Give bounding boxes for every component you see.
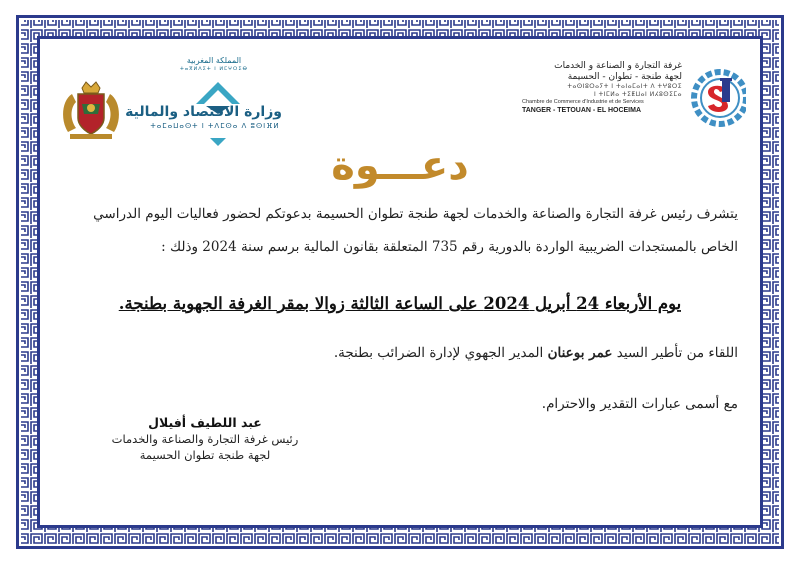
chamber-name-fr: Chambre de Commerce d'Industrie et de Services	[522, 99, 644, 105]
signatory-name: عبد اللطيف أفيلال	[148, 415, 262, 430]
signatory-title-1: رئيس غرفة التجارة والصناعة والخدمات	[111, 432, 299, 446]
ministry-name-block	[125, 104, 282, 131]
coat-of-arms-emblem	[58, 80, 124, 140]
moderation-suffix: المدير الجهوي لإدارة الضرائب بطنجة.	[333, 345, 544, 361]
moderator-name: عمر بوعنان	[547, 345, 613, 361]
chamber-name-tifinagh-2: ⵏ ⵜⵏⵎⵍⴰ ⵜⵉⵟⵡⴰⵏ ⵍⵃⵓⵙⵉⵎⴰ	[593, 91, 682, 98]
kingdom-name-tifinagh: ⵜⴰⴳⵍⴷⵉⵜ ⵏ ⵍⵎⵖⵔⵉⴱ	[180, 66, 248, 72]
ministry-name-ar: وزارة الاقتصاد والمالية	[125, 104, 282, 120]
intro-line-1: يتشرف رئيس غرفة التجارة والصناعة والخدمات لجهة طنجة تطوان الحسيمة بدعوتكم لحضور فعاليات اليوم الدراسي	[93, 206, 738, 222]
invitation-page	[44, 44, 756, 521]
chamber-cities: TANGER - TETOUAN - EL HOCEIMA	[522, 107, 641, 114]
moderation-prefix: اللقاء من تأطير السيد	[616, 345, 738, 361]
event-details: يوم الأربعاء 24 أبريل 2024 على الساعة الثالثة زوالا بمقر الغرفة الجهوية بطنجة.	[118, 294, 682, 313]
signatory-title-2: لجهة طنجة تطوان الحسيمة	[139, 448, 271, 462]
chamber-name-tifinagh-1: ⵜⴰⵙⵏⵓⵔⴰⵢⵜ ⵏ ⵜⴰⵏⴰⵎⴰⵏⵜ ⴷ ⵜⵖⵓⵔⵉ	[567, 83, 682, 90]
ministry-name-tifinagh: ⵜⴰⵎⴰⵡⴰⵙⵜ ⵏ ⵜⴷⵎⵙⴰ ⴷ ⵓⵙⵏⴼⵍ	[150, 122, 280, 130]
chamber-name-block	[522, 61, 682, 115]
invitation-title: دعـــوة	[331, 143, 469, 189]
chamber-name-ar-2: لجهة طنجة - تطوان - الحسيمة	[567, 72, 682, 82]
intro-line-2: الخاص بالمستجدات الضريبية الواردة بالدورية رقم 735 المتعلقة بقانون المالية برسم سنة 2024 وذلك :	[161, 239, 738, 255]
chamber-name-ar-1: غرفة التجارة و الصناعة و الخدمات	[554, 61, 682, 71]
kingdom-name-ar: المملكة المغربية	[186, 56, 242, 65]
moderation-line	[48, 343, 738, 363]
closing-line: مع أسمى عبارات التقدير والاحترام.	[541, 396, 738, 412]
signature-block	[100, 414, 310, 463]
ministry-logo	[125, 56, 288, 146]
